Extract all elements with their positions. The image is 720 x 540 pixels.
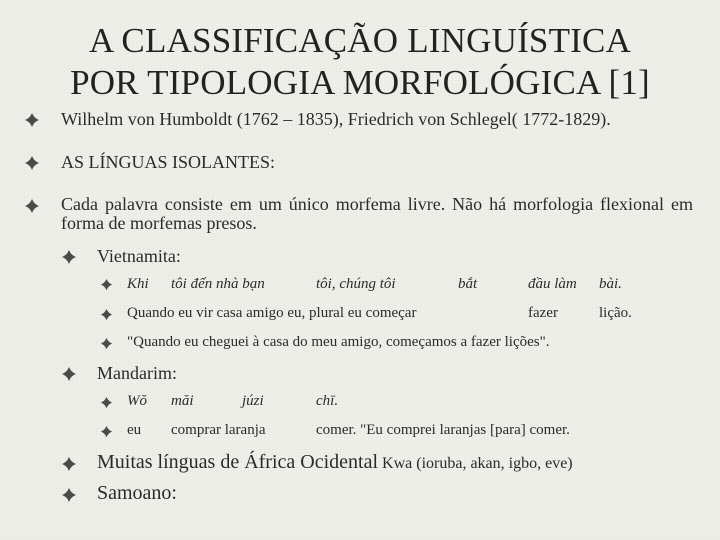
title-line-2: POR TIPOLOGIA MORFOLÓGICA [1] bbox=[70, 63, 650, 102]
viet-word-phrase-1: tôi đến nhà bạn bbox=[171, 276, 265, 292]
fleuron-bullet-icon bbox=[61, 366, 77, 382]
fleuron-bullet-icon bbox=[24, 155, 40, 171]
mand-word-mai: măi bbox=[171, 393, 194, 409]
mand-gloss-comprar: comprar laranja bbox=[171, 422, 266, 438]
viet-word-dau-lam: đầu làm bbox=[528, 276, 577, 292]
title-line-1: A CLASSIFICAÇÃO LINGUÍSTICA bbox=[88, 21, 632, 60]
viet-translation: "Quando eu cheguei à casa do meu amigo, começamos a fazer lições". bbox=[127, 334, 550, 350]
viet-gloss-fazer: fazer bbox=[528, 305, 558, 321]
fleuron-bullet-icon bbox=[100, 337, 113, 350]
muitas-linguas-text bbox=[97, 451, 573, 474]
mand-gloss-translation: comer. "Eu comprei laranjas [para] comer. bbox=[316, 422, 570, 438]
fleuron-bullet-icon bbox=[100, 308, 113, 321]
fleuron-bullet-icon bbox=[100, 425, 113, 438]
viet-gloss-main: Quando eu vir casa amigo eu, plural eu começar bbox=[127, 305, 417, 321]
humboldt-text: Wilhelm von Humboldt (1762 – 1835), Friedrich von Schlegel( 1772-1829). bbox=[61, 109, 611, 129]
viet-gloss-licao: lição. bbox=[599, 305, 632, 321]
viet-word-khi: Khi bbox=[127, 276, 149, 292]
samoano-heading: Samoano: bbox=[97, 482, 177, 504]
vietnamita-heading: Vietnamita: bbox=[97, 246, 181, 266]
viet-word-bat: bắt bbox=[458, 276, 478, 292]
mand-gloss-eu: eu bbox=[127, 422, 142, 438]
fleuron-bullet-icon bbox=[24, 112, 40, 128]
slide-title bbox=[0, 20, 720, 104]
isolantes-heading: AS LÍNGUAS ISOLANTES: bbox=[61, 152, 276, 172]
fleuron-bullet-icon bbox=[61, 487, 77, 503]
fleuron-bullet-icon bbox=[61, 456, 77, 472]
mand-word-wo: Wŏ bbox=[127, 393, 147, 409]
muitas-linguas-kwa: Kwa (ioruba, akan, igbo, eve) bbox=[378, 455, 573, 472]
viet-word-phrase-2: tôi, chúng tôi bbox=[316, 276, 396, 292]
fleuron-bullet-icon bbox=[100, 278, 113, 291]
mandarim-heading: Mandarim: bbox=[97, 363, 177, 383]
mand-word-juzi: júzi bbox=[242, 393, 264, 409]
mand-word-chi: chī. bbox=[316, 393, 339, 409]
fleuron-bullet-icon bbox=[61, 249, 77, 265]
fleuron-bullet-icon bbox=[24, 198, 40, 214]
viet-word-bai: bài. bbox=[599, 276, 622, 292]
muitas-linguas-main: Muitas línguas de África Ocidental bbox=[97, 451, 379, 473]
fleuron-bullet-icon bbox=[100, 396, 113, 409]
cada-palavra-text: Cada palavra consiste em um único morfema livre. Não há morfologia flexional em forma de morfemas presos. bbox=[61, 194, 693, 233]
